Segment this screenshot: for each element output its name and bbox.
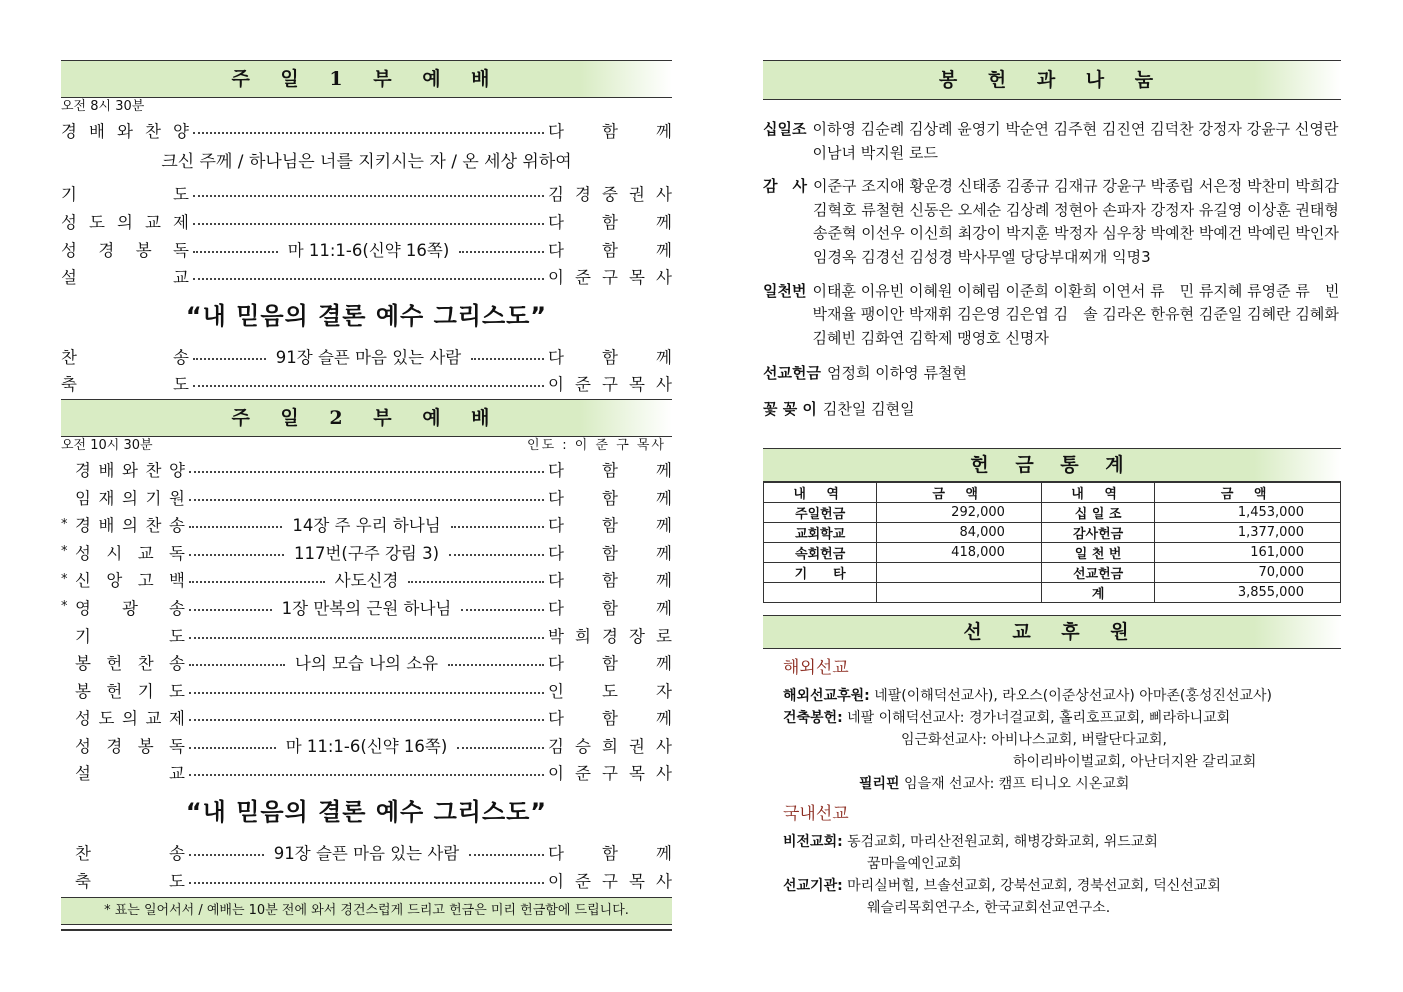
offering-names: 김찬일 김현일 — [822, 399, 915, 418]
stats-amount: 70,000 — [1155, 562, 1341, 582]
overseas-text: 네팔(이해덕선교사), 라오스(이준상선교사) 아마존(홍성진선교사) — [874, 687, 1272, 704]
service2-order-list-b — [61, 838, 672, 893]
order-row — [61, 370, 672, 398]
offering-category: 감 사 — [763, 177, 807, 196]
org-line-1 — [783, 875, 1341, 897]
order-label: 경 배 와 찬 양 — [75, 460, 185, 480]
standing-mark: * — [61, 516, 68, 532]
order-leader-dots — [189, 686, 544, 694]
building-line-4 — [783, 773, 1341, 795]
worship-order-column — [61, 60, 672, 931]
order-leader-dots — [189, 840, 544, 864]
order-performer: 다 함 께 — [548, 488, 672, 508]
offering-names: 엄정희 이하영 류철현 — [826, 364, 967, 383]
stats-title: 헌 금 통 계 — [763, 448, 1341, 482]
order-performer: 이 준 구 목 사 — [548, 871, 672, 891]
order-row — [61, 538, 672, 566]
order-label: 기 도 — [61, 185, 189, 205]
offering-group — [763, 175, 1341, 269]
order-performer: 다 함 께 — [548, 543, 672, 563]
order-label: 축 도 — [75, 871, 185, 891]
service2-order-list-a — [61, 455, 672, 786]
sermon-title: “내 믿음의 결론 예수 그리스도” — [185, 301, 548, 330]
stats-amount: 84,000 — [877, 522, 1042, 542]
order-leader-dots — [193, 189, 544, 197]
order-performer: 인 도 자 — [548, 681, 672, 701]
order-leader-dots — [189, 876, 544, 884]
order-leader-dots — [193, 379, 544, 387]
service2-time: 오전 10시 30분 — [61, 438, 153, 454]
order-leader-dots — [193, 272, 544, 280]
order-label: 설 교 — [61, 268, 189, 288]
offering-title: 봉 헌 과 나 눔 — [763, 60, 1341, 100]
order-row — [61, 342, 672, 370]
order-detail: 마 11:1-6(신약 16쪽) — [285, 736, 448, 756]
order-performer: 다 함 께 — [548, 844, 672, 864]
building-text-4: 임을재 선교사: 캠프 티니오 시온교회 — [904, 775, 1130, 792]
missions-body — [763, 657, 1341, 919]
order-performer: 다 함 께 — [548, 240, 672, 260]
stats-amount: 3,855,000 — [1155, 582, 1341, 602]
offering-column — [763, 60, 1341, 919]
org-text-1: 마리실버힐, 브솔선교회, 강북선교회, 경북선교회, 덕신선교회 — [847, 877, 1221, 894]
order-detail: 14장 주 우리 하나님 — [292, 516, 441, 536]
stats-row — [764, 502, 1341, 522]
overseas-line — [783, 685, 1341, 707]
order-row — [61, 180, 672, 208]
building-line-3: 하이리바이벌교회, 아난더지완 갈리교회 — [1013, 753, 1257, 770]
offering-names: 이하영 김순례 김상례 윤영기 박순연 김주현 김진연 김덕찬 강정자 강윤구 신영란 이남녀 박지원 로드 — [812, 120, 1339, 162]
order-label: 신 앙 고 백 — [75, 571, 185, 591]
offering-group — [763, 280, 1341, 351]
service1-order-list-c — [61, 342, 672, 397]
stats-amount: 1,377,000 — [1155, 522, 1341, 542]
order-performer: 김 승 희 권 사 — [548, 736, 672, 756]
order-label: 찬 송 — [75, 844, 185, 864]
building-line-1 — [783, 707, 1341, 729]
order-detail: 나의 모습 나의 소유 — [294, 654, 439, 674]
order-row — [61, 676, 672, 704]
order-leader-dots — [189, 631, 544, 639]
order-row — [61, 731, 672, 759]
service1-order-list-b — [61, 180, 672, 290]
offering-group — [763, 118, 1341, 165]
overseas-heading: 해외선교 — [783, 657, 849, 678]
order-detail: 마 11:1-6(신약 16쪽) — [287, 240, 450, 260]
stats-item: 기 타 — [764, 562, 877, 582]
order-label: 성 도 의 교 제 — [75, 709, 185, 729]
order-leader-dots — [189, 493, 544, 501]
stats-header-cell: 금 액 — [877, 482, 1042, 502]
order-label: 임 재 의 기 원 — [75, 488, 185, 508]
order-label: 성 도 의 교 제 — [61, 212, 189, 232]
order-label: 영 광 송 — [75, 598, 185, 618]
stats-row — [764, 542, 1341, 562]
order-label: 성 경 봉 독 — [61, 240, 189, 260]
stats-amount: 161,000 — [1155, 542, 1341, 562]
order-performer: 다 함 께 — [548, 598, 672, 618]
order-label: 성 경 봉 독 — [75, 736, 185, 756]
stats-row — [764, 582, 1341, 602]
order-row — [61, 838, 672, 866]
order-row — [61, 593, 672, 621]
stats-item: 십 일 조 — [1041, 502, 1154, 522]
order-label: 설 교 — [75, 764, 185, 784]
order-detail: 1장 만복의 근원 하나님 — [281, 598, 452, 618]
order-performer: 다 함 께 — [548, 516, 672, 536]
order-label: 축 도 — [61, 375, 189, 395]
service2-time-row — [61, 437, 672, 455]
order-detail: 117번(구주 강림 3) — [293, 543, 440, 563]
praise-songs: 크신 주께 / 하나님은 너를 지키시는 자 / 온 세상 위하여 — [161, 151, 572, 172]
standing-mark: * — [61, 599, 68, 615]
order-leader-dots — [189, 713, 544, 721]
order-performer: 다 함 께 — [548, 571, 672, 591]
offering-category: 일천번 — [763, 281, 807, 300]
service-note: * 표는 일어서서 / 예배는 10분 전에 와서 경건스럽게 드리고 헌금은 미리 헌금함에 드립니다. — [61, 897, 672, 925]
stats-row — [764, 562, 1341, 582]
stats-item: 주일헌금 — [764, 502, 877, 522]
order-row — [61, 704, 672, 732]
order-row — [61, 116, 672, 144]
vision-line-1 — [783, 831, 1341, 853]
order-leader-dots — [193, 237, 544, 261]
stats-row — [764, 522, 1341, 542]
offering-names: 이준구 조지애 황운경 신태종 김종규 김재규 강윤구 박종립 서은정 박찬미 박희감 김혁호 류철현 신동은 오세순 김상례 정현아 손파자 강정자 유길영 이상훈 권태형 송준혁 이선우 이신희 최강이 박지훈 박정자 심우창 박예찬 박예건 박예린 박인자 임경옥 김경선 김성경 박사무엘 당당부대찌개 익명3 — [812, 177, 1339, 266]
building-label: 건축봉헌: — [783, 709, 843, 726]
stats-header-cell: 내 역 — [764, 482, 877, 502]
order-leader-dots — [193, 217, 544, 225]
offering-group — [763, 398, 1341, 422]
order-leader-dots — [189, 512, 544, 536]
order-row — [61, 621, 672, 649]
order-performer: 다 함 께 — [548, 460, 672, 480]
standing-mark: * — [61, 571, 68, 587]
service1-order-list-a — [61, 116, 672, 144]
domestic-heading: 국내선교 — [783, 803, 849, 824]
stats-header-cell: 내 역 — [1041, 482, 1154, 502]
order-detail: 91장 슬픈 마음 있는 사람 — [275, 347, 462, 367]
vision-label: 비전교회: — [783, 833, 843, 850]
order-performer: 다 함 께 — [548, 709, 672, 729]
order-row — [61, 510, 672, 538]
order-row — [61, 455, 672, 483]
stats-amount: 418,000 — [877, 542, 1042, 562]
stats-amount — [877, 562, 1042, 582]
order-leader-dots — [189, 567, 544, 591]
order-row — [61, 866, 672, 894]
stats-item: 속회헌금 — [764, 542, 877, 562]
offering-category: 꽃 꽂 이 — [763, 399, 817, 418]
stats-item: 감사헌금 — [1041, 522, 1154, 542]
order-leader-dots — [189, 465, 544, 473]
building-line-2: 임근화선교사: 아비나스교회, 버랄단다교회, — [901, 731, 1167, 748]
order-label: 봉 헌 찬 송 — [75, 654, 185, 674]
order-detail: 91장 슬픈 마음 있는 사람 — [273, 844, 460, 864]
stats-item: 일 천 번 — [1041, 542, 1154, 562]
org-label: 선교기관: — [783, 877, 843, 894]
service1-title: 주 일 1 부 예 배 — [61, 60, 672, 98]
org-line-2: 웨슬리목회연구소, 한국교회선교연구소. — [867, 899, 1111, 916]
order-row — [61, 566, 672, 594]
order-leader-dots — [189, 650, 544, 674]
order-label: 성 시 교 독 — [75, 543, 185, 563]
overseas-label: 해외선교후원: — [783, 687, 870, 704]
order-leader-dots — [189, 768, 544, 776]
order-performer: 다 함 께 — [548, 212, 672, 232]
order-leader-dots — [189, 540, 544, 564]
offering-group — [763, 362, 1341, 386]
order-performer: 김 경 중 권 사 — [548, 185, 672, 205]
stats-amount: 1,453,000 — [1155, 502, 1341, 522]
vision-text-1: 동검교회, 마리산전원교회, 해병강화교회, 위드교회 — [847, 833, 1158, 850]
stats-item — [764, 582, 877, 602]
order-leader-dots — [193, 344, 544, 368]
order-label: 봉 헌 기 도 — [75, 681, 185, 701]
order-label: 경 배 와 찬 양 — [61, 121, 189, 141]
order-performer: 다 함 께 — [548, 347, 672, 367]
order-performer: 다 함 께 — [548, 121, 672, 141]
stats-item: 계 — [1041, 582, 1154, 602]
order-row — [61, 262, 672, 290]
stats-item: 교회학교 — [764, 522, 877, 542]
service2-title: 주 일 2 부 예 배 — [61, 399, 672, 437]
bottom-divider — [61, 929, 672, 931]
order-label: 경 배 의 찬 송 — [75, 516, 185, 536]
stats-amount: 292,000 — [877, 502, 1042, 522]
sermon-title-2: “내 믿음의 결론 예수 그리스도” — [185, 798, 548, 827]
standing-mark: * — [61, 544, 68, 560]
philippines-label: 필리핀 — [859, 775, 900, 792]
stats-amount — [877, 582, 1042, 602]
order-row — [61, 648, 672, 676]
order-label: 찬 송 — [61, 347, 189, 367]
order-row — [61, 207, 672, 235]
order-leader-dots — [189, 595, 544, 619]
order-row — [61, 483, 672, 511]
stats-header-row — [764, 482, 1341, 502]
service1-time: 오전 8시 30분 — [61, 99, 145, 114]
order-performer: 이 준 구 목 사 — [548, 268, 672, 288]
order-performer: 이 준 구 목 사 — [548, 764, 672, 784]
offering-category: 십일조 — [763, 120, 807, 138]
vision-line-2: 꿈마을예인교회 — [867, 855, 962, 872]
building-text-1: 네팔 이해덕선교사: 경가너걸교회, 홀리호프교회, 삐라하니교회 — [847, 709, 1231, 726]
order-label: 기 도 — [75, 626, 185, 646]
order-leader-dots — [189, 733, 544, 757]
stats-item: 선교헌금 — [1041, 562, 1154, 582]
stats-header-cell: 금 액 — [1155, 482, 1341, 502]
order-leader-dots — [193, 126, 544, 134]
missions-title: 선 교 후 원 — [763, 615, 1341, 649]
order-row — [61, 759, 672, 787]
offering-groups — [763, 118, 1341, 422]
order-row — [61, 235, 672, 263]
order-performer: 이 준 구 목 사 — [548, 375, 672, 395]
service2-leader: 인도 : 이 준 구 목사 — [527, 438, 666, 454]
offering-names: 이태훈 이유빈 이혜원 이혜림 이준희 이환희 이연서 류 민 류지혜 류영준 류 빈 박재율 팽이안 박재휘 김은영 김은엽 김 솔 김라온 한유현 김준일 김혜란 김혜화 김혜빈 김화연 김학제 맹영호 신명자 — [812, 281, 1340, 347]
order-performer: 다 함 께 — [548, 654, 672, 674]
order-detail: 사도신경 — [334, 571, 399, 591]
order-performer: 박 희 경 장 로 — [548, 626, 672, 646]
offering-stats-table — [763, 482, 1341, 603]
offering-category: 선교헌금 — [763, 364, 821, 383]
